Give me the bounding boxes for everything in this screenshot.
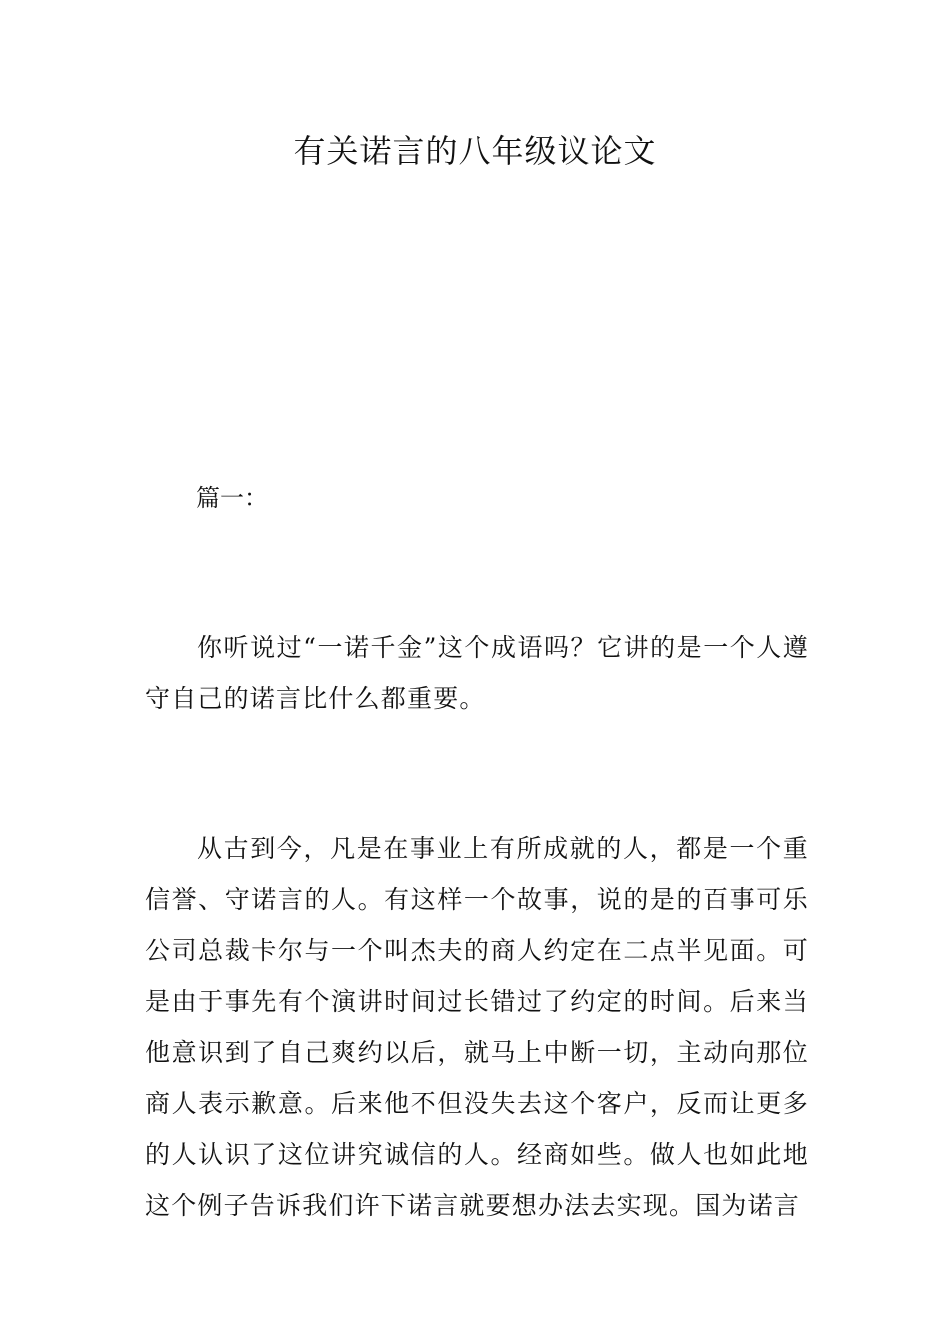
paragraph-1: 你听说过“一诺千金”这个成语吗？它讲的是一个人遵守自己的诺言比什么都重要。 [145,633,809,713]
document-title: 有关诺言的八年级议论文 [293,132,657,170]
paragraph-2: 从古到今，凡是在事业上有所成就的人，都是一个重信誉、守诺言的人。有这样一个故事，说的是的百事可乐公司总裁卡尔与一个叫杰夫的商人约定在二点半见面。可是由于事先有个演讲时间过长错过了约定的时间。后来当他意识到了自己爽约以后，就马上中断一切，主动向那位商人表示歉意。后来他不但没失去这个客户，反而让更多的人认识了这位讲究诚信的人。经商如些。做人也如此地这个例子告诉我们许下诺言就要想办法去实现。国为诺言 [145,834,809,1220]
section-label: 篇一： [196,484,268,512]
